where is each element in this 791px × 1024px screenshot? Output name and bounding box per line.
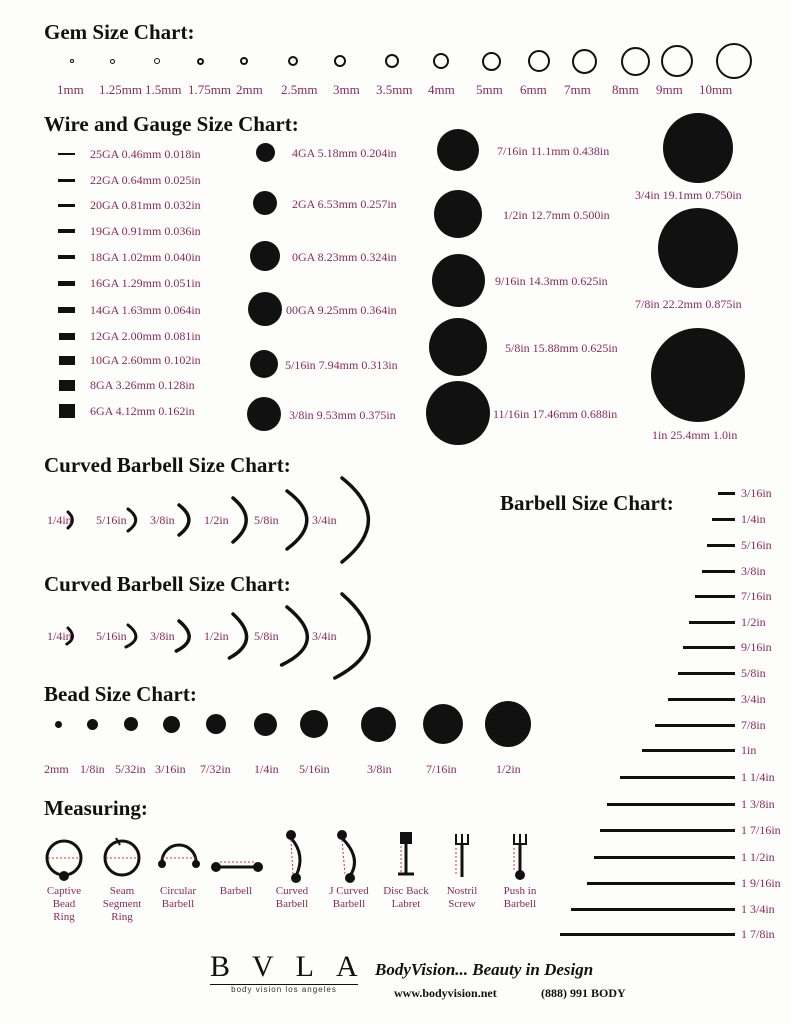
j-curved-barbell-icon [337,830,355,883]
measuring-label [319,885,379,911]
barbell-size-label: 3/16in [741,486,772,500]
measuring-label [148,885,208,911]
measuring-label-line: Labret [391,898,421,910]
barbell-size-label: 5/16in [741,538,772,552]
barbell-size-label: 7/8in [741,718,766,732]
gauge-label: 14GA 1.63mm 0.064in [90,303,201,317]
curved-barbell-label: 1/4in [47,629,72,643]
measuring-label-line: Screw [448,898,476,910]
gauge-label: 25GA 0.46mm 0.018in [90,147,201,161]
gauge-label: 0GA 8.23mm 0.324in [292,250,397,264]
barbell-size-label: 1 7/8in [741,927,775,941]
bead-size-label: 1/2in [496,762,521,776]
footer-tagline: BodyVision... Beauty in Design [375,960,594,979]
bvla-logo [210,950,380,994]
bead-size-label: 5/16in [299,762,330,776]
gauge-label: 8GA 3.26mm 0.128in [90,378,195,392]
barbell-size-label: 1 3/8in [741,797,775,811]
bvla-logo-text: BVLA [210,950,380,983]
measuring-label [490,885,550,911]
measuring-label-line: J Curved [329,885,369,897]
measuring-label [376,885,436,911]
push-in-barbell-icon [513,834,527,880]
barbell-size-chart-title: Barbell Size Chart: [500,491,674,515]
measuring-title: Measuring: [44,796,148,820]
nostril-screw-icon [455,834,469,877]
gauge-label: 5/8in 15.88mm 0.625in [505,341,618,355]
measuring-label-line: Barbell [219,885,253,897]
curved-barbell-label: 3/8in [150,629,175,643]
measuring-label [206,885,266,898]
barbell-icon [211,862,263,872]
measuring-label-line: Bead [52,898,76,910]
bead-size-label: 2mm [44,762,69,776]
gauge-label: 20GA 0.81mm 0.032in [90,198,201,212]
measuring-label-line: Ring [111,911,133,923]
measuring-label [92,885,152,924]
bead-size-chart-title: Bead Size Chart: [44,682,197,706]
gem-size-label: 9mm [656,82,683,97]
bead-size-label: 5/32in [115,762,146,776]
curved-barbell-chart-title-1: Curved Barbell Size Chart: [44,453,291,477]
gauge-label: 2GA 6.53mm 0.257in [292,197,397,211]
curved-barbell-label: 5/16in [96,513,127,527]
gauge-label: 18GA 1.02mm 0.040in [90,250,201,264]
bvla-logo-subtitle: body vision los angeles [231,985,337,994]
gauge-label: 7/8in 22.2mm 0.875in [635,297,742,311]
gem-size-label: 6mm [520,82,547,97]
curved-barbell-label: 1/4in [47,513,72,527]
curved-barbell-label: 5/8in [254,513,279,527]
barbell-size-label: 1 1/4in [741,770,775,784]
gauge-label: 19GA 0.91mm 0.036in [90,224,201,238]
gauge-label: 00GA 9.25mm 0.364in [286,303,397,317]
measuring-label-line: Nostril [446,885,478,897]
barbell-size-label: 9/16in [741,640,772,654]
footer-phone: (888) 991 BODY [541,986,626,1000]
gem-size-label: 2.5mm [281,82,318,97]
curved-barbell-label: 5/16in [96,629,127,643]
measuring-label [262,885,322,911]
barbell-size-label: 1in [741,743,757,757]
bead-size-label: 7/32in [200,762,231,776]
measuring-label-line: Disc Back [383,885,429,897]
barbell-size-label: 1/2in [741,615,766,629]
bead-size-label: 1/8in [80,762,105,776]
curved-barbell-label: 5/8in [254,629,279,643]
gauge-label: 7/16in 11.1mm 0.438in [497,144,610,158]
bead-size-label: 3/16in [155,762,186,776]
gem-size-label: 3mm [333,82,360,97]
measuring-label-line: Ring [53,911,75,923]
gauge-label: 1/2in 12.7mm 0.500in [503,208,610,222]
barbell-size-label: 7/16in [741,589,772,603]
gauge-label: 4GA 5.18mm 0.204in [292,146,397,160]
captive-bead-ring-icon [47,841,81,881]
gauge-label: 3/4in 19.1mm 0.750in [635,188,742,202]
gauge-label: 10GA 2.60mm 0.102in [90,353,201,367]
barbell-size-label: 3/8in [741,564,766,578]
gem-size-label: 1.25mm [99,82,142,97]
barbell-size-label: 1/4in [741,512,766,526]
bead-size-label: 7/16in [426,762,457,776]
circular-barbell-icon [158,845,200,868]
gauge-label: 22GA 0.64mm 0.025in [90,173,201,187]
measuring-label-line: Push in [503,885,537,897]
wire-gauge-chart-title: Wire and Gauge Size Chart: [44,112,299,136]
gem-size-label: 1.75mm [188,82,231,97]
measuring-label-line: Barbell [161,898,195,910]
curved-barbell-label: 1/2in [204,513,229,527]
curved-barbell-label: 3/4in [312,513,337,527]
disc-back-labret-icon [398,832,414,874]
barbell-size-label: 1 7/16in [741,823,781,837]
gem-size-label: 4mm [428,82,455,97]
gem-size-label: 1.5mm [145,82,182,97]
barbell-size-label: 3/4in [741,692,766,706]
curved-barbell-chart-title-2: Curved Barbell Size Chart: [44,572,291,596]
measuring-label-line: Segment [102,898,142,910]
bead-size-label: 1/4in [254,762,279,776]
measuring-label-line: Seam [109,885,135,897]
gauge-label: 1in 25.4mm 1.0in [652,428,738,442]
gem-size-label: 2mm [236,82,263,97]
curved-barbell-label: 3/4in [312,629,337,643]
gauge-label: 12GA 2.00mm 0.081in [90,329,201,343]
measuring-label-line: Barbell [503,898,537,910]
gauge-label: 9/16in 14.3mm 0.625in [495,274,608,288]
gem-size-label: 1mm [57,82,84,97]
curved-barbell-label: 1/2in [204,629,229,643]
gem-size-label: 10mm [699,82,733,97]
gem-size-label: 7mm [564,82,591,97]
gauge-label: 11/16in 17.46mm 0.688in [493,407,618,421]
measuring-label-line: Circular [159,885,197,897]
curved-barbell-label: 3/8in [150,513,175,527]
gauge-label: 3/8in 9.53mm 0.375in [289,408,396,422]
barbell-size-label: 1 9/16in [741,876,781,890]
seam-segment-ring-icon [105,838,139,875]
gem-size-label: 8mm [612,82,639,97]
footer-website[interactable]: www.bodyvision.net [394,986,497,1000]
measuring-label-line: Captive [46,885,82,897]
measuring-label [34,885,94,924]
gauge-label: 16GA 1.29mm 0.051in [90,276,201,290]
barbell-size-label: 1 3/4in [741,902,775,916]
barbell-size-label: 1 1/2in [741,850,775,864]
gauge-label: 6GA 4.12mm 0.162in [90,404,195,418]
measuring-label-line: Barbell [275,898,309,910]
barbell-size-label: 5/8in [741,666,766,680]
measuring-label-line: Curved [275,885,309,897]
gem-size-label: 5mm [476,82,503,97]
bead-size-label: 3/8in [367,762,392,776]
gem-size-label: 3.5mm [376,82,413,97]
gauge-label: 5/16in 7.94mm 0.313in [285,358,398,372]
measuring-label [432,885,492,911]
measuring-label-line: Barbell [332,898,366,910]
curved-barbell-icon [286,830,301,883]
gem-size-chart-title: Gem Size Chart: [44,20,195,44]
